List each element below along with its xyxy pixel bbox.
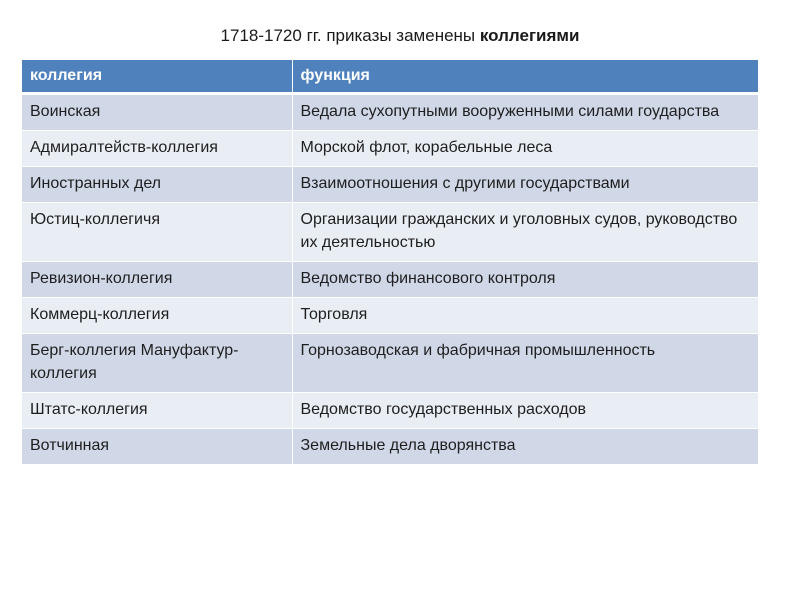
- cell-function: Организации гражданских и уголовных судов, руководство их деятельностью: [292, 203, 758, 262]
- cell-function: Ведомство финансового контроля: [292, 262, 758, 298]
- cell-college: Коммерц-коллегия: [22, 298, 292, 334]
- table-row: [22, 298, 758, 334]
- cell-college: Вотчинная: [22, 429, 292, 465]
- header-function: функция: [292, 60, 758, 94]
- cell-college: Штатс-коллегия: [22, 393, 292, 429]
- cell-function: Ведомство государственных расходов: [292, 393, 758, 429]
- cell-college: Иностранных дел: [22, 167, 292, 203]
- cell-college: Воинская: [22, 94, 292, 131]
- header-college: коллегия: [22, 60, 292, 94]
- cell-function: Морской флот, корабельные леса: [292, 131, 758, 167]
- table-row: [22, 94, 758, 131]
- cell-function: Торговля: [292, 298, 758, 334]
- table-row: [22, 131, 758, 167]
- cell-function: Земельные дела дворянства: [292, 429, 758, 465]
- table-row: [22, 393, 758, 429]
- title-prefix: 1718-1720 гг. приказы заменены: [220, 26, 480, 45]
- colleges-table: [22, 60, 759, 465]
- table-row: [22, 262, 758, 298]
- cell-college: Юстиц-коллегичя: [22, 203, 292, 262]
- cell-college: Ревизион-коллегия: [22, 262, 292, 298]
- title-bold: коллегиями: [479, 26, 580, 45]
- cell-college: Берг-коллегия Мануфактур-коллегия: [22, 334, 292, 393]
- slide-title: [0, 26, 800, 46]
- table-row: [22, 203, 758, 262]
- cell-college: Адмиралтейств-коллегия: [22, 131, 292, 167]
- table-row: [22, 167, 758, 203]
- cell-function: Ведала сухопутными вооруженными силами гоударства: [292, 94, 758, 131]
- cell-function: Горнозаводская и фабричная промышленность: [292, 334, 758, 393]
- cell-function: Взаимоотношения с другими государствами: [292, 167, 758, 203]
- table-row: [22, 334, 758, 393]
- table-header-row: [22, 60, 758, 94]
- table-row: [22, 429, 758, 465]
